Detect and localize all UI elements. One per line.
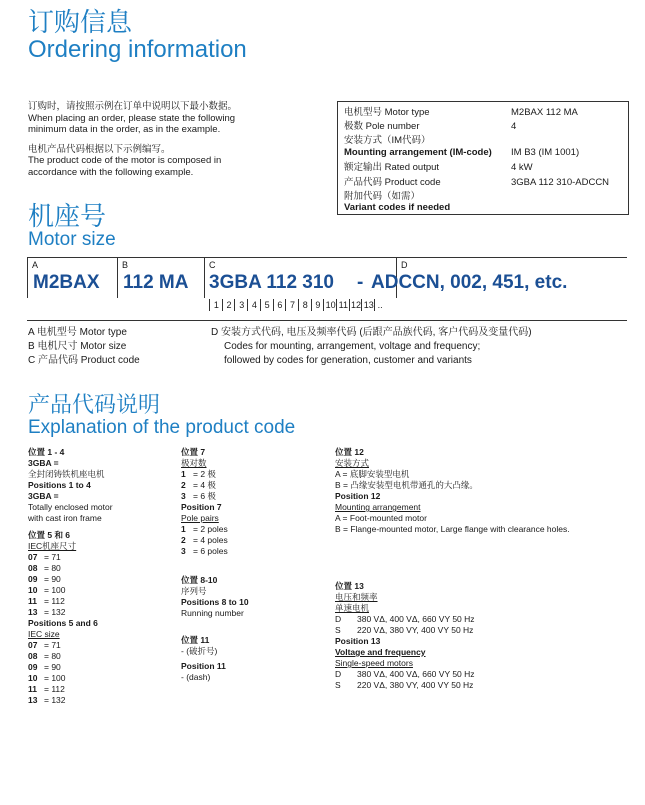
text: A = 底脚安装型电机 [335, 469, 410, 479]
heading: 位置 5 和 6 [28, 530, 71, 540]
heading: 位置 12 [335, 447, 364, 457]
list-item-key: 08 [28, 563, 38, 573]
variant-label-cn: 附加代码（如需） [344, 191, 421, 202]
position-number: 10 [323, 299, 337, 311]
explanation-column-2 [181, 447, 249, 683]
mounting-label-en: Mounting arrangement (IM-code) [344, 147, 492, 158]
segment-letter-b: B [122, 260, 129, 270]
list-item-value: = 71 [44, 552, 61, 562]
explanation-title-cn: 产品代码说明 [28, 392, 161, 417]
position-number: 6 [273, 299, 287, 311]
legend-d-en1: Codes for mounting, arrangement, voltage and frequency; [224, 341, 481, 352]
list-item-key: 11 [28, 596, 37, 606]
pole-pairs-list-cn [181, 469, 249, 502]
list-item-key: 09 [28, 662, 38, 672]
list-item [181, 546, 249, 557]
list-item [181, 535, 249, 546]
page-title-cn: 订购信息 [28, 7, 133, 37]
list-item-key: 08 [28, 651, 38, 661]
motor-size-title-en: Motor size [28, 229, 116, 250]
list-item-value: = 6 极 [193, 491, 216, 501]
key: S [335, 680, 341, 690]
intro-text [28, 101, 318, 178]
text: 全封闭铸铁机座电机 [28, 469, 105, 479]
position-number: 8 [298, 299, 312, 311]
position-number: 1 [209, 299, 223, 311]
pole-pairs-list-en [181, 524, 249, 557]
list-item-value: = 100 [44, 585, 66, 595]
heading: Positions 1 to 4 [28, 480, 91, 490]
heading: 位置 7 [181, 447, 206, 457]
rated-output-label: 额定输出 Rated output [344, 162, 440, 173]
pole-number-value: 4 [511, 121, 517, 132]
explanation-column-3 [335, 447, 570, 691]
list-item [181, 524, 249, 535]
list-item-value: = 80 [44, 651, 61, 661]
subheading: Voltage and frequency [335, 647, 426, 657]
motor-type-value: M2BAX 112 MA [511, 107, 578, 118]
order-example-box [337, 101, 629, 215]
text: Running number [181, 608, 244, 618]
list-item [28, 574, 113, 585]
intro-line: 电机产品代码根据以下示例编写。 [28, 143, 171, 155]
list-item-key: 10 [28, 585, 38, 595]
code-variants: ADCCN, 002, 451, etc. [371, 272, 568, 293]
code-dash: - [357, 272, 364, 293]
list-item [28, 585, 113, 596]
segment-letter-a: A [32, 260, 39, 270]
iec-size-list-cn [28, 552, 113, 618]
legend-d-en2: followed by codes for generation, customer and variants [224, 355, 472, 366]
list-item-value: = 6 poles [193, 546, 228, 556]
subheading: Pole pairs [181, 513, 219, 523]
heading: Position 12 [335, 491, 381, 501]
list-item-value: = 132 [44, 695, 66, 705]
list-item-key: 13 [28, 695, 38, 705]
list-item-key: 09 [28, 574, 38, 584]
list-item-key: 1 [181, 469, 186, 479]
subheading: Mounting arrangement [335, 502, 421, 512]
heading: 位置 1 - 4 [28, 447, 65, 457]
heading: 位置 11 [181, 635, 210, 645]
explanation-title-en: Explanation of the product code [28, 417, 296, 438]
mounting-value: IM B3 (IM 1001) [511, 147, 580, 158]
list-item [28, 563, 113, 574]
list-item-value: = 2 极 [193, 469, 216, 479]
voltage-row [335, 680, 570, 691]
segment-letter-d: D [401, 260, 408, 270]
intro-line: accordance with the following example. [28, 166, 194, 178]
voltage-row [335, 625, 570, 636]
list-item-value: = 90 [44, 662, 61, 672]
position-number: 9 [311, 299, 325, 311]
position-number: 4 [247, 299, 261, 311]
text: - (dash) [181, 672, 211, 682]
heading: Position 7 [181, 502, 222, 512]
list-item [181, 491, 249, 502]
position-number: 11 [336, 299, 350, 311]
position-number: 7 [285, 299, 299, 311]
heading: Position 11 [181, 661, 226, 671]
text: 3GBA = [28, 491, 59, 501]
code-motor-type: M2BAX [33, 272, 100, 293]
text: A = Foot-mounted motor [335, 513, 427, 523]
list-item-value: = 100 [44, 673, 66, 683]
heading: Positions 5 and 6 [28, 618, 98, 628]
subheading: IEC机座尺寸 [28, 541, 77, 551]
segment-divider [27, 258, 28, 298]
page-title-en: Ordering information [28, 36, 247, 63]
legend-c: C 产品代码 Product code [28, 355, 140, 366]
subheading: Single-speed motors [335, 658, 413, 668]
code-product-code: 3GBA 112 310 [209, 272, 334, 293]
heading: Position 13 [335, 636, 381, 646]
value: 380 VΔ, 400 VΔ, 660 VY 50 Hz [357, 669, 475, 679]
product-code-value: 3GBA 112 310-ADCCN [511, 177, 610, 188]
list-item [28, 552, 113, 563]
position-more: .. [374, 299, 385, 311]
list-item-value: = 4 poles [193, 535, 228, 545]
list-item [181, 469, 249, 480]
key: S [335, 625, 341, 635]
variant-label-en: Variant codes if needed [344, 202, 451, 213]
legend-b: B 电机尺寸 Motor size [28, 341, 127, 352]
intro-line: The product code of the motor is composed in [28, 155, 222, 166]
list-item-value: = 112 [44, 684, 65, 694]
intro-line: When placing an order, please state the following [28, 112, 236, 124]
motor-type-label: 电机型号 Motor type [344, 107, 430, 118]
text: 3GBA = [28, 458, 59, 468]
list-item [28, 695, 113, 706]
text: with cast iron frame [28, 513, 102, 523]
position-number: 13 [361, 299, 375, 311]
position-number: 2 [222, 299, 236, 311]
intro-line: minimum data in the order, as in the example. [28, 124, 221, 135]
voltage-row [335, 614, 570, 625]
list-item [28, 673, 113, 684]
key: D [335, 669, 342, 679]
subheading: 电压和频率 [335, 592, 378, 602]
list-item-key: 3 [181, 491, 186, 501]
voltage-row [335, 669, 570, 680]
list-item [181, 480, 249, 491]
explanation-column-1 [28, 447, 113, 706]
motor-size-title-cn: 机座号 [28, 201, 107, 231]
product-code-band [27, 257, 627, 321]
heading: Positions 8 to 10 [181, 597, 249, 607]
text: 序列号 [181, 586, 207, 596]
iec-size-list-en [28, 640, 113, 706]
list-item [28, 684, 113, 695]
list-item [28, 640, 113, 651]
list-item-key: 2 [181, 535, 186, 545]
value: 380 VΔ, 400 VΔ, 660 VY 50 Hz [357, 614, 475, 624]
subheading: IEC size [28, 629, 60, 639]
pole-number-label: 极数 Pole number [344, 121, 420, 132]
intro-line: 订购时，请按照示例在订单中说明以下最小数据。 [28, 101, 238, 112]
value: 220 VΔ, 380 VY, 400 VY 50 Hz [357, 680, 474, 690]
list-item-key: 07 [28, 552, 38, 562]
list-item-value: = 132 [44, 607, 66, 617]
heading: 位置 13 [335, 581, 364, 591]
subheading: 极对数 [181, 458, 207, 468]
key: D [335, 614, 342, 624]
position-number: 3 [234, 299, 248, 311]
text: Totally enclosed motor [28, 502, 113, 512]
subheading: 安装方式 [335, 458, 370, 468]
text: B = Flange-mounted motor, Large flange with clearance holes. [335, 524, 570, 534]
list-item [28, 662, 113, 673]
list-item [28, 596, 113, 607]
heading: 位置 8-10 [181, 575, 218, 585]
list-item-key: 10 [28, 673, 38, 683]
list-item-value: = 2 poles [193, 524, 228, 534]
segment-letter-c: C [209, 260, 216, 270]
legend-a: A 电机型号 Motor type [28, 327, 127, 338]
list-item-key: 1 [181, 524, 186, 534]
list-item-key: 3 [181, 546, 186, 556]
list-item-value: = 90 [44, 574, 61, 584]
segment-divider [117, 258, 118, 298]
list-item-key: 2 [181, 480, 186, 490]
product-code-label: 产品代码 Product code [344, 177, 441, 188]
subheading: 单速电机 [335, 603, 370, 613]
list-item-value: = 112 [44, 596, 65, 606]
list-item [28, 607, 113, 618]
text: - (破折号) [181, 646, 218, 656]
value: 220 VΔ, 380 VY, 400 VY 50 Hz [357, 625, 474, 635]
list-item-key: 11 [28, 684, 37, 694]
position-number: 12 [349, 299, 363, 311]
list-item [28, 651, 113, 662]
code-motor-size: 112 MA [123, 272, 189, 293]
list-item-value: = 71 [44, 640, 61, 650]
list-item-value: = 4 极 [193, 480, 216, 490]
legend-d: D 安装方式代码, 电压及频率代码 (后跟产品族代码, 客户代码及变量代码) [211, 327, 532, 338]
segment-divider [204, 258, 205, 298]
list-item-value: = 80 [44, 563, 61, 573]
list-item-key: 13 [28, 607, 38, 617]
mounting-label-cn: 安装方式（IM代码） [344, 135, 431, 146]
position-number: 5 [260, 299, 274, 311]
rated-output-value: 4 kW [511, 162, 533, 173]
text: B = 凸缘安装型电机带通孔的大凸缘。 [335, 480, 478, 490]
list-item-key: 07 [28, 640, 38, 650]
